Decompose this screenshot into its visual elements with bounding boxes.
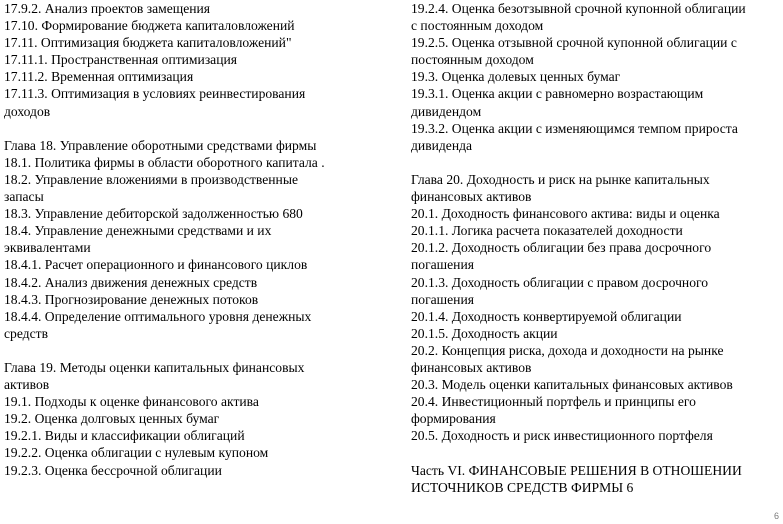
chapter-heading: Глава 20. Доходность и риск на рынке капитальных [411,171,710,187]
section-gap [411,444,781,461]
page-number: 6 [773,511,779,521]
toc-line: 19.3.1. Оценка акции с равномерно возрастающим [411,86,704,102]
toc-line: дивидендом [411,103,482,119]
toc-line: 18.1. Политика фирмы в области оборотного капитала . [4,154,325,170]
toc-line: 20.1. Доходность финансового актива: виды и оценка [411,206,720,222]
toc-line: 17.11.1. Пространственная оптимизация [4,52,238,68]
toc-line: погашения [411,257,474,273]
toc-line: 19.1. Подходы к оценке финансового актива [4,394,259,410]
toc-line: 19.2.2. Оценка облигации с нулевым купоном [4,445,269,461]
toc-line: 19.2.3. Оценка бессрочной облигации [4,462,222,478]
toc-line: 18.4. Управление денежными средствами и их [4,223,272,239]
part-heading: Часть VI. ФИНАНСОВЫЕ РЕШЕНИЯ В ОТНОШЕНИИ [411,462,742,478]
toc-line: 18.2. Управление вложениями в производственные [4,171,299,187]
toc-line: 20.1.3. Доходность облигации с правом досрочного [411,274,709,290]
toc-line: постоянным доходом [411,52,534,68]
toc-line: 20.5. Доходность и риск инвестиционного портфеля [411,428,713,444]
toc-line: запасы [4,189,44,205]
toc-line: 20.1.4. Доходность конвертируемой облигации [411,308,682,324]
toc-line: с постоянным доходом [411,18,544,34]
toc-line: 20.1.5. Доходность акции [411,325,558,341]
toc-line: 20.2. Концепция риска, дохода и доходности на рынке [411,342,724,358]
toc-line: 19.3.2. Оценка акции с изменяющимся темпом прироста [411,120,738,136]
toc-left-column [4,0,374,479]
toc-line: формирования [411,411,496,427]
toc-line: погашения [411,291,474,307]
part-heading: ИСТОЧНИКОВ СРЕДСТВ ФИРМЫ 6 [411,479,634,495]
toc-line: эквивалентами [4,240,91,256]
toc-line: средств [4,325,48,341]
toc-line: 17.11. Оптимизация бюджета капиталовложений" [4,35,292,51]
toc-line: 19.2.4. Оценка безотзывной срочной купонной облигации [411,1,746,16]
toc-line: доходов [4,103,51,119]
toc-line: 17.9.2. Анализ проектов замещения [4,1,211,16]
toc-line: 18.3. Управление дебиторской задолженностью 680 [4,206,303,222]
toc-line: 19.3. Оценка долевых ценных бумаг [411,69,621,85]
toc-line: 19.2. Оценка долговых ценных бумаг [4,411,220,427]
toc-line: 20.1.1. Логика расчета показателей доходности [411,223,683,239]
toc-line: 20.1.2. Доходность облигации без права досрочного [411,240,712,256]
toc-line: 20.3. Модель оценки капитальных финансовых активов [411,377,733,393]
toc-line: 17.11.3. Оптимизация в условиях реинвестирования [4,86,306,102]
toc-line: финансовых активов [411,189,532,205]
toc-line: 20.4. Инвестиционный портфель и принципы его [411,394,696,410]
toc-line: 17.11.2. Временная оптимизация [4,69,194,85]
toc-line: активов [4,377,50,393]
chapter-heading: Глава 18. Управление оборотными средствами фирмы [4,137,317,153]
section-gap [4,342,374,359]
toc-line: 18.4.2. Анализ движения денежных средств [4,274,258,290]
section-gap [411,154,781,171]
toc-line: финансовых активов [411,359,532,375]
toc-right-column [411,0,781,496]
toc-line: 19.2.1. Виды и классификации облигаций [4,428,245,444]
section-gap [4,120,374,137]
toc-line: 19.2.5. Оценка отзывной срочной купонной облигации с [411,35,737,51]
toc-line: 18.4.4. Определение оптимального уровня денежных [4,308,312,324]
toc-line: 18.4.1. Расчет операционного и финансового циклов [4,257,308,273]
toc-line: дивиденда [411,137,473,153]
toc-line: 18.4.3. Прогнозирование денежных потоков [4,291,259,307]
toc-line: 17.10. Формирование бюджета капиталовложений [4,18,295,34]
chapter-heading: Глава 19. Методы оценки капитальных финансовых [4,359,305,375]
